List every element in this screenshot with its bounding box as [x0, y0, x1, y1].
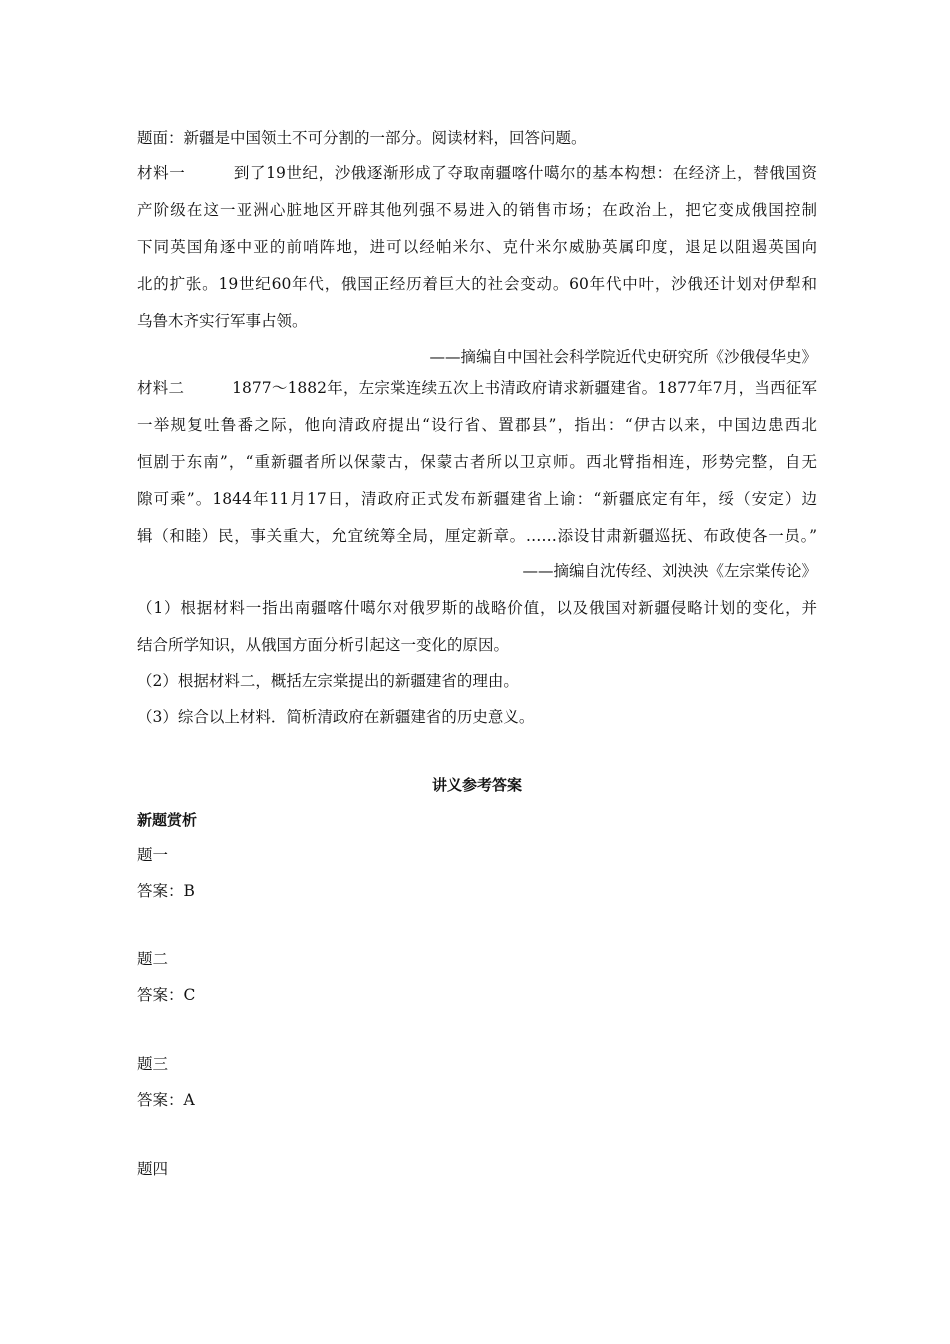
question-2: （2）根据材料二，概括左宗棠提出的新疆建省的理由。 — [137, 672, 519, 690]
material1-line-3: 下同英国角逐中亚的前哨阵地，进可以经帕米尔、克什米尔威胁英属印度，退足以阻遏英国向 — [137, 238, 817, 256]
answer-item-1-answer: 答案：B — [137, 882, 195, 900]
material2-source: ——摘编自沈传经、刘泱泱《左宗棠传论》 — [522, 562, 817, 580]
material2-text-1: 1877～1882年，左宗棠连续五次上书清政府请求新疆建省。1877年7月，当西征军 — [232, 379, 817, 397]
material2-line-5: 辑（和睦）民，事关重大，允宜统筹全局，厘定新章。……添设甘肃新疆巡抚、布政使各一员。” — [137, 527, 817, 545]
answer-item-4-title: 题四 — [137, 1160, 169, 1178]
material1-line-1 — [137, 163, 817, 183]
material2-line-4: 隙可乘”。1844年11月17日，清政府正式发布新疆建省上谕：“新疆底定有年，绥（安定）边 — [137, 490, 817, 508]
answer-item-2-answer: 答案：C — [137, 986, 196, 1004]
answer-item-2-title: 题二 — [137, 950, 169, 968]
answer-item-3-title: 题三 — [137, 1055, 169, 1073]
question-stem: 题面：新疆是中国领土不可分割的一部分。阅读材料，回答问题。 — [137, 129, 587, 147]
question-1-line-2: 结合所学知识，从俄国方面分析引起这一变化的原因。 — [137, 636, 510, 654]
material1-line-5: 乌鲁木齐实行军事占领。 — [137, 312, 308, 330]
material2-label: 材料二 — [137, 379, 185, 397]
answer-item-3-answer: 答案：A — [137, 1091, 195, 1109]
answer-item-1-title: 题一 — [137, 846, 169, 864]
question-3: （3）综合以上材料．简析清政府在新疆建省的历史意义。 — [137, 708, 535, 726]
answers-section-title: 新题赏析 — [137, 811, 198, 829]
material1-source: ——摘编自中国社会科学院近代史研究所《沙俄侵华史》 — [429, 348, 817, 366]
material1-line-2: 产阶级在这一亚洲心脏地区开辟其他列强不易进入的销售市场；在政治上，把它变成俄国控制 — [137, 201, 817, 219]
material1-label: 材料一 — [137, 164, 186, 182]
answers-heading: 讲义参考答案 — [431, 776, 522, 794]
material2-line-2: 一举规复吐鲁番之际，他向清政府提出“设行省、置郡县”，指出：“伊古以来，中国边患西北 — [137, 416, 817, 434]
material2-line-1 — [137, 378, 817, 398]
material2-line-3: 恒剧于东南”，“重新疆者所以保蒙古，保蒙古者所以卫京师。西北臂指相连，形势完整，自无 — [137, 453, 817, 471]
material1-text-1: 到了19世纪，沙俄逐渐形成了夺取南疆喀什噶尔的基本构想：在经济上，替俄国资 — [233, 164, 817, 182]
material1-line-4: 北的扩张。19世纪60年代，俄国正经历着巨大的社会变动。60年代中叶，沙俄还计划对伊犁和 — [137, 275, 817, 293]
question-1-line-1: （1）根据材料一指出南疆喀什噶尔对俄罗斯的战略价值，以及俄国对新疆侵略计划的变化，并 — [137, 599, 817, 617]
